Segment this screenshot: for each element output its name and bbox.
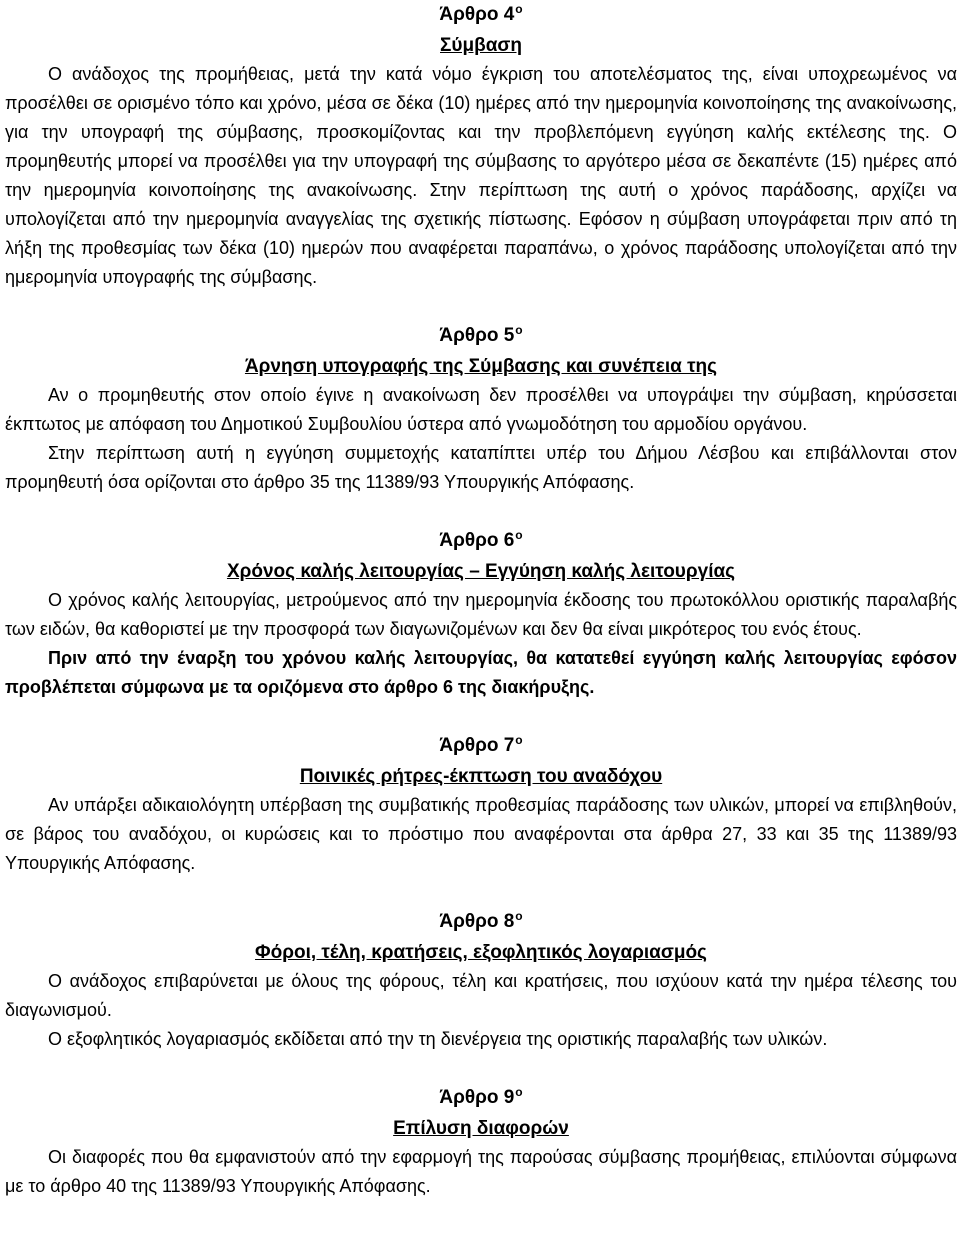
- article-paragraph-bold: Πριν από την έναρξη του χρόνου καλής λειτουργίας, θα κατατεθεί εγγύηση καλής λειτουργίας εφόσον προβλέπεται σύμφωνα με τα οριζόμενα στο άρθρο 6 της διακήρυξης.: [5, 648, 957, 697]
- article-paragraph: Οι διαφορές που θα εμφανιστούν από την εφαρμογή της παρούσας σύμβασης προμήθειας, επιλύονται σύμφωνα με το άρθρο 40 της 11389/93 Υπουργικής Απόφασης.: [5, 1147, 957, 1196]
- article-4: [5, 0, 957, 292]
- article-heading: Άρθρο $9^o$: [439, 1085, 523, 1108]
- article-paragraph: Ο ανάδοχος επιβαρύνεται με όλους της φόρους, τέλη και κρατήσεις, που ισχύουν κατά την ημέρα τέλεσης του διαγωνισμού.: [5, 971, 957, 1020]
- article-6: [5, 526, 957, 702]
- article-paragraph: Στην περίπτωση αυτή η εγγύηση συμμετοχής καταπίπτει υπέρ του Δήμου Λέσβου και επιβάλλονται στον προμηθευτή όσα ορίζονται στο άρθρο 35 της 11389/93 Υπουργικής Απόφασης.: [5, 443, 957, 492]
- article-heading: Άρθρο $7^o$: [439, 733, 523, 756]
- article-paragraph: Αν υπάρξει αδικαιολόγητη υπέρβαση της συμβατικής προθεσμίας παράδοσης των υλικών, μπορεί να επιβληθούν, σε βάρος του αναδόχου, οι κυρώσεις και το πρόστιμο που αναφέρονται στα άρθρα 27, 33 και 35 της 11389/93 Υπουργικής Απόφασης.: [5, 795, 957, 873]
- article-paragraph: Αν ο προμηθευτής στον οποίο έγινε η ανακοίνωση δεν προσέλθει να υπογράψει την σύμβαση, κηρύσσεται έκπτωτος με απόφαση του Δημοτικού Συμβουλίου ύστερα από γνωμοδότηση του αρμοδίου οργάνου.: [5, 385, 957, 434]
- article-7: [5, 731, 957, 878]
- article-paragraph: Ο χρόνος καλής λειτουργίας, μετρούμενος από την ημερομηνία έκδοσης του πρωτοκόλλου οριστικής παραλαβής των ειδών, θα καθοριστεί με την προσφορά των διαγωνιζομένων και δεν θα είναι μικρότερος του ενός έτους.: [5, 590, 957, 639]
- article-heading: Άρθρο $8^o$: [439, 909, 523, 932]
- article-title: Φόροι, τέλη, κρατήσεις, εξοφλητικός λογαριασμός: [255, 942, 707, 963]
- article-title: Άρνηση υπογραφής της Σύμβασης και συνέπεια της: [244, 356, 718, 377]
- article-heading: Άρθρο $5^o$: [439, 323, 523, 346]
- article-title: Χρόνος καλής λειτουργίας – Εγγύηση καλής λειτουργίας: [226, 561, 736, 582]
- article-title: Ποινικές ρήτρες-έκπτωση του αναδόχου: [299, 766, 663, 787]
- document-page: [5, 0, 957, 1201]
- article-9: [5, 1083, 957, 1201]
- article-5: [5, 321, 957, 497]
- article-8: [5, 907, 957, 1054]
- article-heading: Άρθρο $4^o$: [439, 2, 523, 25]
- article-paragraph: Ο εξοφλητικός λογαριασμός εκδίδεται από την τη διενέργεια της οριστικής παραλαβής των υλικών.: [48, 1029, 828, 1049]
- article-title: Επίλυση διαφορών: [393, 1118, 569, 1139]
- article-paragraph: Ο ανάδοχος της προμήθειας, μετά την κατά νόμο έγκριση του αποτελέσματος της, είναι υποχρεωμένος να προσέλθει σε ορισμένο τόπο και χρόνο, μέσα σε δέκα (10) ημέρες από την ημερομηνία κοινοποίησης της ανακοίνωσης, για την υπογραφή της σύμβασης, προσκομίζοντας και την προβλεπόμενη εγγύηση καλής εκτέλεσης της. Ο προμηθευτής μπορεί να προσέλθει για την υπογραφή της σύμβασης το αργότερο μέσα σε δεκαπέντε (15) ημέρες από την ημερομηνία κοινοποίησης της ανακοίνωσης. Στην περίπτωση της αυτή ο χρόνος παράδοσης, αρχίζει να υπολογίζεται από την ημερομηνία αναγγελίας της σχετικής πίστωσης. Εφόσον η σύμβαση υπογράφεται πριν από τη λήξη της προθεσμίας των δέκα (10) ημερών που αναφέρεται παραπάνω, ο χρόνος παράδοσης υπολογίζεται από την ημερομηνία υπογραφής της σύμβασης.: [5, 64, 957, 287]
- article-title: Σύμβαση: [440, 35, 522, 56]
- article-heading: Άρθρο $6^o$: [439, 528, 523, 551]
